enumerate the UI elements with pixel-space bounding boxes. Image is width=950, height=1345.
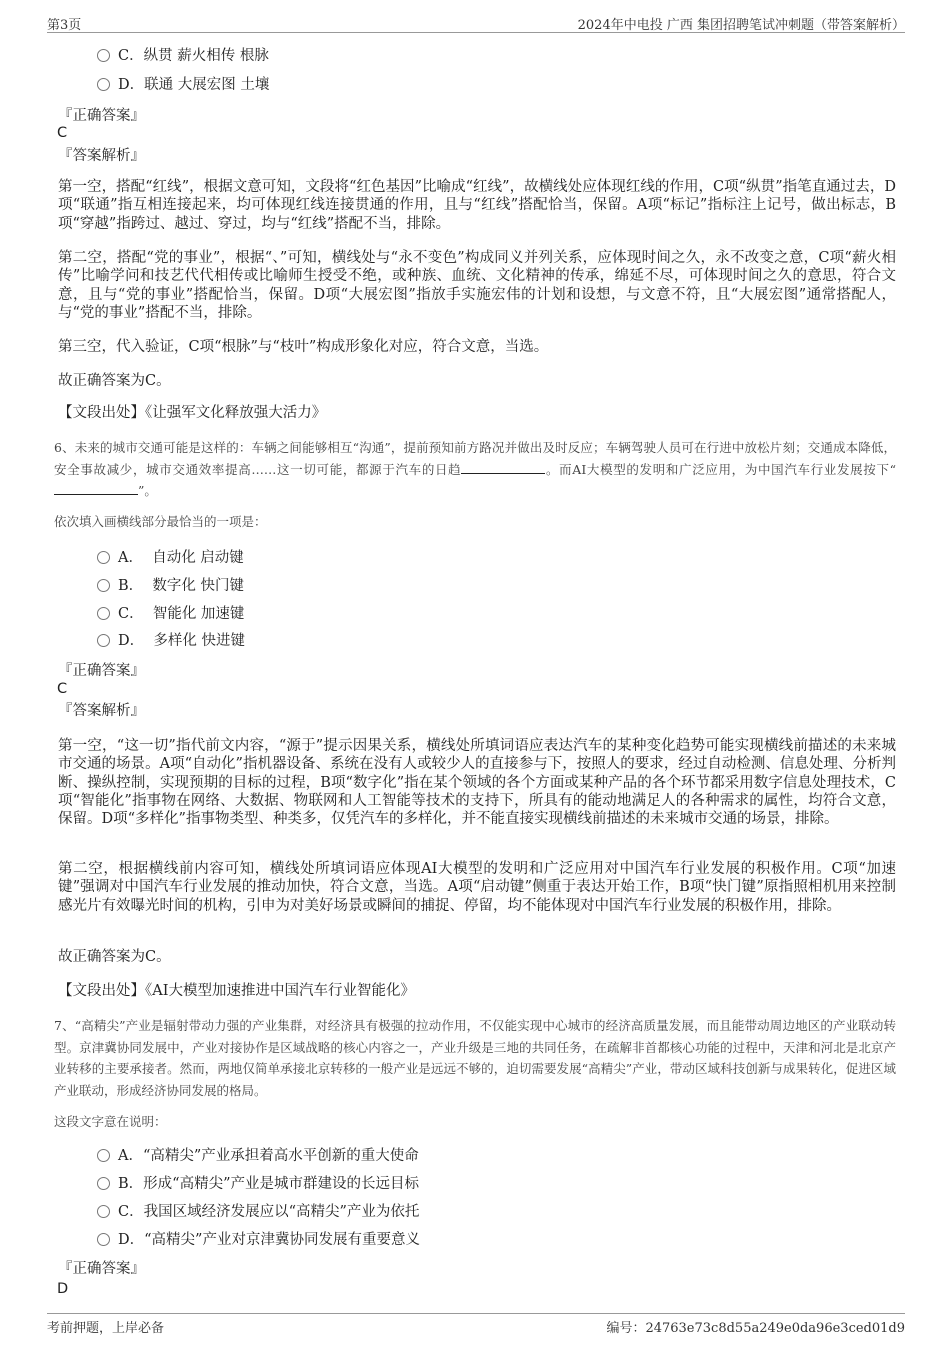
option-text: 智能化 加速键	[152, 606, 245, 622]
q6-option-d[interactable]	[97, 631, 245, 651]
q6-stem	[54, 437, 896, 502]
option-text: 我国区域经济发展应以“高精尖”产业为依托	[143, 1204, 420, 1220]
option-text: “高精尖”产业承担着高水平创新的重大使命	[142, 1148, 419, 1164]
option-letter: D．	[118, 77, 145, 93]
q5-option-c[interactable]	[97, 46, 269, 66]
q7-stem: 7、“高精尖”产业是辐射带动力强的产业集群，对经济具有极强的拉动作用，不仅能实现中心城市的经济高质量发展，而且能带动周边地区的产业联动转型。京津冀协同发展中，产业对接协作是区域战略的核心内容之一，产业升级是三地的共同任务，在疏解非首都核心功能的过程中，天津和河北是北京产业转移的主要承接者。然而，两地仅简单承接北京转移的一般产业是远远不够的，迫切需要发展“高精尖”产业，带动区域科技创新与成果转化，促进区域产业联动，形成经济协同发展的格局。	[54, 1018, 896, 1098]
option-letter: C．	[118, 1204, 144, 1220]
q6-option-c[interactable]	[97, 604, 244, 624]
q5-answer: C	[57, 125, 68, 141]
radio-icon[interactable]	[97, 579, 110, 592]
option-text: 数字化 快门键	[152, 578, 244, 594]
option-letter: D．	[118, 633, 145, 649]
q5-source: 【文段出处】《让强军文化释放强大活力》	[58, 405, 327, 421]
q6-stem-part: ”。	[138, 483, 157, 498]
q5-analysis-paragraph: 第二空，搭配“党的事业”，根据“、”可知，横线处与“永不变色”构成同义并列关系，应体现时间之久，永不改变之意，C项“薪火相传”比喻学问和技艺代代相传或比喻师生授受不绝，或种族、血统、文化精神的传承，绵延不尽，可体现时间之久的意思，符合文意，且与“党的事业”搭配恰当，保留。D项“大展宏图”指放手实施宏伟的计划和设想，与文意不符，且“大展宏图”通常搭配人，与“党的事业”搭配不当，排除。	[58, 250, 896, 321]
q7-option-b[interactable]	[97, 1174, 419, 1194]
q7-answer: D	[57, 1281, 69, 1297]
q5-conclusion: 故正确答案为C。	[58, 373, 171, 389]
option-letter: C．	[118, 606, 144, 622]
radio-icon[interactable]	[97, 1233, 110, 1246]
q6-answer: C	[57, 681, 68, 697]
q5-analysis-paragraph: 第三空，代入验证，C项“根脉”与“枝叶”构成形象化对应，符合文意，当选。	[58, 339, 549, 355]
document-title: 2024年中电投 广西 集团招聘笔试冲刺题（带答案解析）	[577, 18, 905, 33]
radio-icon[interactable]	[97, 1177, 110, 1190]
q5-analysis-paragraph: 第一空，搭配“红线”，根据文意可知，文段将“红色基因”比喻成“红线”，故横线处应体现红线的作用，C项“纵贯”指笔直通过去，D项“联通”指互相连接起来，均可体现红线连接贯通的作用，且与“红线”搭配恰当，保留。A项“标记”指标注上记号，做出标志，B项“穿越”指跨过、越过、穿过，均与“红线”搭配不当，排除。	[58, 179, 896, 232]
q6-analysis-paragraph: 第二空，根据横线前内容可知，横线处所填词语应体现AI大模型的发明和广泛应用对中国汽车行业发展的积极作用。C项“加速键”强调对中国汽车行业发展的推动加快，符合文意，当选。A项“启动键”侧重于表达开始工作，B项“快门键”原指照相机用来控制感光片有效曝光时间的机构，引申为对美好场景或瞬间的捕捉、停留，均不能体现对中国汽车行业发展的积极作用，排除。	[58, 861, 896, 914]
q7-answer-label: 『正确答案』	[58, 1261, 145, 1277]
q6-stem-part: 。而AI大模型的发明和广泛应用，为中国汽车行业发展按下“	[545, 461, 896, 477]
document-code: 编号：24763e73c8d55a249e0da96e3ced01d9	[606, 1321, 905, 1336]
q6-analysis-label: 『答案解析』	[58, 703, 145, 719]
option-letter: D．	[118, 1232, 145, 1248]
q5-answer-label: 『正确答案』	[58, 108, 145, 124]
q7-option-c[interactable]	[97, 1202, 419, 1222]
option-letter: A．	[118, 550, 143, 566]
answer-blank	[461, 462, 545, 474]
option-text: 多样化 快进键	[153, 633, 245, 649]
radio-icon[interactable]	[97, 1149, 110, 1162]
q6-option-b[interactable]	[97, 576, 244, 596]
q6-stem-part: 6、未来的城市交通可能是这样的：车辆之间能够相互“沟通”，提前预知前方路况并做出及时反应；车辆驾驶人员可在行进中放松片刻；交通成本降低，安全事故减少，城市交通效率提高……这一切可能，都源于汽车的日趋	[54, 440, 896, 477]
option-letter: A．	[118, 1148, 143, 1164]
q6-conclusion: 故正确答案为C。	[58, 949, 171, 965]
q7-prompt: 这段文字意在说明：	[54, 1114, 167, 1129]
radio-icon[interactable]	[97, 634, 110, 647]
q7-option-d[interactable]	[97, 1230, 420, 1250]
option-text: 纵贯 薪火相传 根脉	[143, 48, 269, 64]
option-letter: B．	[118, 578, 144, 594]
q6-answer-label: 『正确答案』	[58, 663, 145, 679]
q5-option-d[interactable]	[97, 75, 269, 95]
page-header	[47, 12, 905, 33]
radio-icon[interactable]	[97, 607, 110, 620]
option-letter: C．	[118, 48, 144, 64]
answer-blank	[54, 483, 138, 495]
footer-slogan: 考前押题，上岸必备	[47, 1321, 165, 1336]
q5-analysis-label: 『答案解析』	[58, 148, 145, 164]
radio-icon[interactable]	[97, 1205, 110, 1218]
q6-source: 【文段出处】《AI大模型加速推进中国汽车行业智能化》	[58, 983, 415, 999]
q6-prompt: 依次填入画横线部分最恰当的一项是：	[54, 514, 267, 529]
radio-icon[interactable]	[97, 551, 110, 564]
radio-icon[interactable]	[97, 78, 110, 91]
option-letter: B．	[118, 1176, 144, 1192]
q6-option-a[interactable]	[97, 548, 244, 568]
page-number: 第3页	[47, 18, 82, 33]
radio-icon[interactable]	[97, 49, 110, 62]
q6-analysis-paragraph: 第一空，“这一切”指代前文内容，“源于”提示因果关系，横线处所填词语应表达汽车的某种变化趋势可能实现横线前描述的未来城市交通的场景。A项“自动化”指机器设备、系统在没有人或较少人的直接参与下，按照人的要求，经过自动检测、信息处理、分析判断、操纵控制，实现预期的目标的过程，B项“数字化”指在某个领域的各个方面或某种产品的各个环节都采用数字信息处理技术，C项“智能化”指事物在网络、大数据、物联网和人工智能等技术的支持下，所具有的能动地满足人的各种需求的属性，均符合文意，保留。D项“多样化”指事物类型、种类多，仅凭汽车的多样化，并不能直接实现横线前描述的未来城市交通的场景，排除。	[58, 738, 896, 828]
option-text: 联通 大展宏图 土壤	[144, 77, 270, 93]
q7-option-a[interactable]	[97, 1146, 419, 1166]
option-text: “高精尖”产业对京津冀协同发展有重要意义	[144, 1232, 420, 1248]
page-footer	[47, 1313, 905, 1334]
option-text: 形成“高精尖”产业是城市群建设的长远目标	[143, 1176, 419, 1192]
option-text: 自动化 启动键	[152, 550, 244, 566]
